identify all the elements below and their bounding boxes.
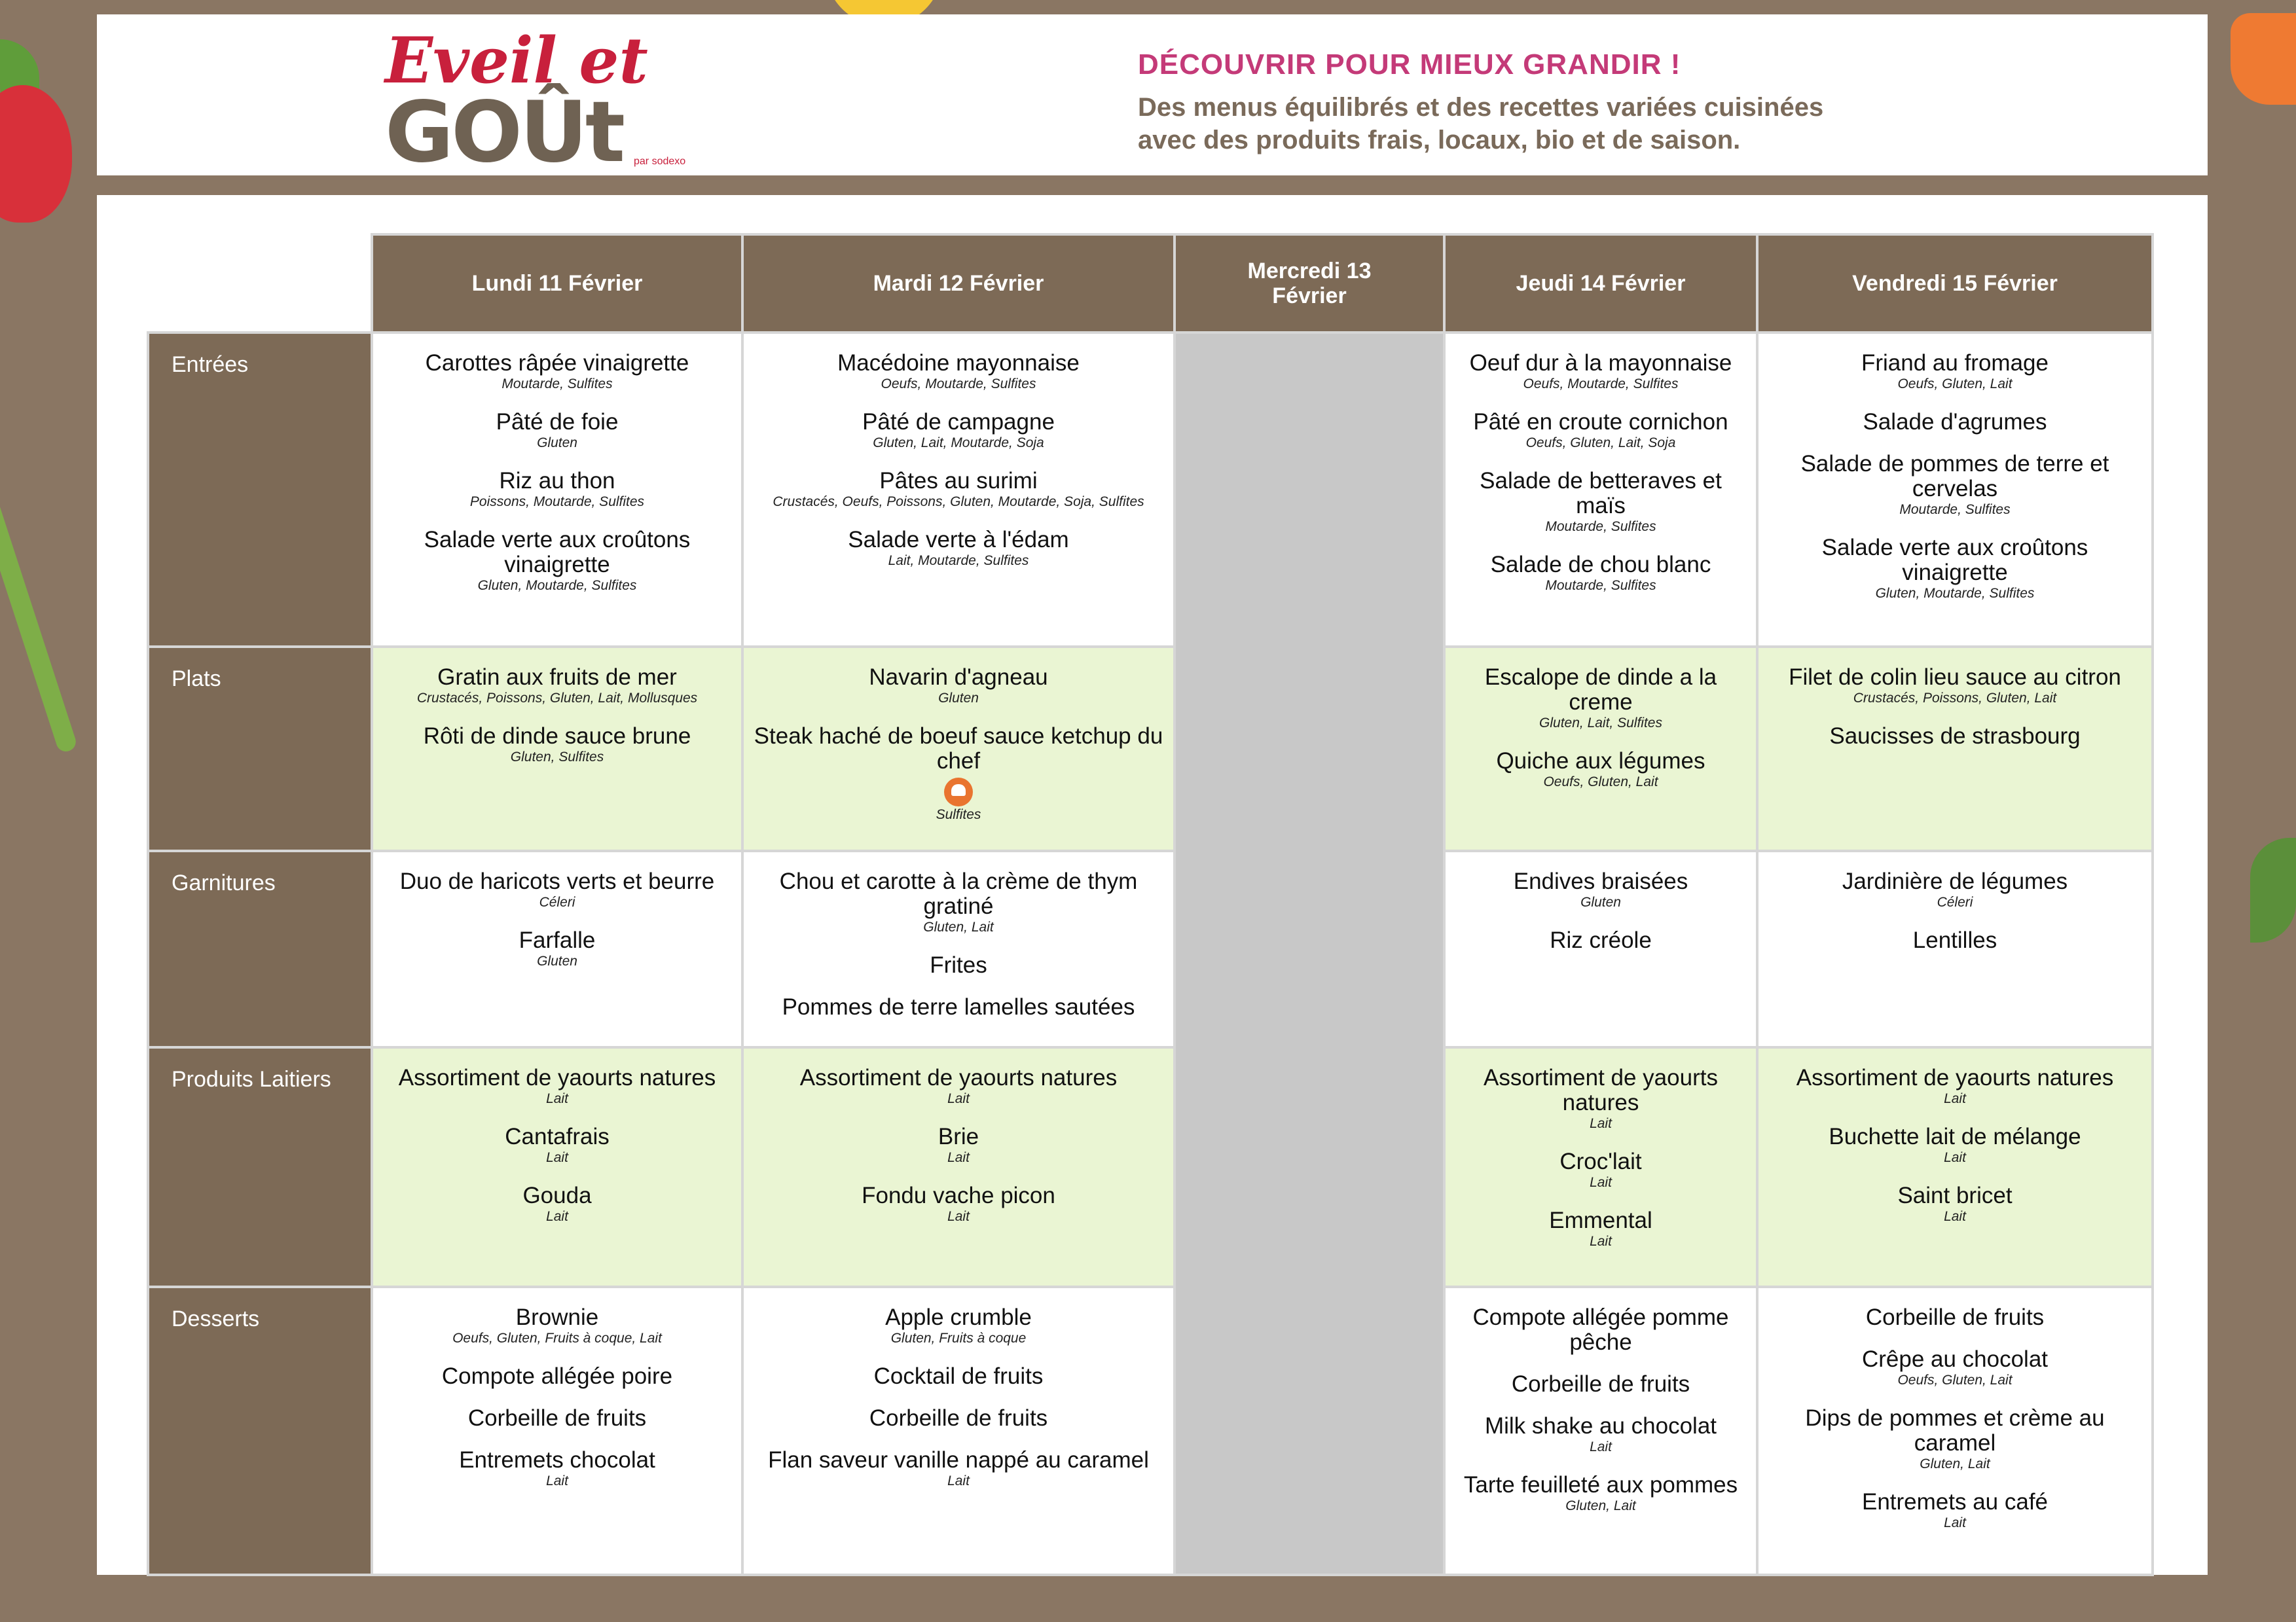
menu-item (752, 452, 1165, 511)
cell-garnitures-thursday (1444, 851, 1757, 1047)
menu-item (381, 911, 733, 970)
menu-item (1453, 852, 1748, 911)
dish-allergens: Lait (947, 1209, 970, 1224)
dish-allergens: Sulfites (936, 807, 981, 822)
menu-item (752, 936, 1165, 978)
menu-item (1453, 1397, 1748, 1456)
menu-item (381, 648, 733, 707)
menu-item (1453, 334, 1748, 393)
row-garnitures (148, 851, 2153, 1047)
menu-item (381, 1347, 733, 1389)
cell-desserts-monday (372, 1287, 742, 1575)
cell-desserts-friday (1757, 1287, 2153, 1575)
asparagus-decoration (0, 424, 79, 754)
dish-allergens: Gluten, Moutarde, Sulfites (1875, 586, 2035, 601)
menu-item (752, 1108, 1165, 1166)
dish-name: Jardinière de légumes (1842, 869, 2068, 894)
dish-name: Milk shake au chocolat (1484, 1413, 1717, 1439)
cell-desserts-thursday (1444, 1287, 1757, 1575)
row-entrees (148, 333, 2153, 647)
dish-name: Compote allégée pomme pêche (1472, 1305, 1729, 1355)
dish-allergens: Moutarde, Sulfites (1545, 578, 1656, 593)
dish-allergens: Gluten, Sulfites (510, 749, 604, 765)
dish-name: Pâté de foie (496, 409, 619, 435)
dish-name: Flan saveur vanille nappé au caramel (768, 1447, 1149, 1473)
dish-allergens: Lait (1590, 1175, 1612, 1190)
dish-name: Buchette lait de mélange (1829, 1124, 2081, 1149)
header-banner (97, 14, 2208, 181)
dish-allergens: Oeufs, Gluten, Fruits à coque, Lait (452, 1331, 662, 1346)
dish-allergens: Lait (1944, 1209, 1966, 1224)
menu-item (1766, 911, 2143, 953)
menu-item (1766, 435, 2143, 518)
menu-item (381, 1166, 733, 1225)
dish-allergens: Lait (947, 1473, 970, 1488)
dish-name: Gratin aux fruits de mer (437, 664, 677, 690)
dish-allergens: Lait (1590, 1116, 1612, 1131)
menu-item (1453, 1456, 1748, 1515)
dish-allergens: Lait (1944, 1091, 1966, 1106)
dish-name: Friand au fromage (1861, 350, 2049, 376)
dish-allergens: Poissons, Moutarde, Sulfites (469, 494, 645, 509)
tagline-title: DÉCOUVRIR POUR MIEUX GRANDIR ! (1138, 48, 1681, 81)
menu-item (752, 1166, 1165, 1225)
dish-allergens: Gluten, Moutarde, Sulfites (477, 578, 637, 593)
cell-laitiers-monday (372, 1047, 742, 1287)
menu-item (381, 852, 733, 911)
category-desserts: Desserts (148, 1287, 372, 1575)
herb-decoration (2250, 838, 2296, 943)
dish-allergens: Lait (546, 1473, 568, 1488)
cell-entrees-friday (1757, 333, 2153, 647)
dish-name: Lentilles (1912, 928, 1997, 953)
dish-name: Pâtes au surimi (879, 468, 1038, 494)
dish-name: Crêpe au chocolat (1861, 1346, 2049, 1372)
dish-allergens: Lait (546, 1091, 568, 1106)
dish-name: Corbeille de fruits (1511, 1371, 1690, 1397)
dish-name: Saint bricet (1897, 1183, 2013, 1208)
dish-allergens: Oeufs, Gluten, Lait (1897, 1373, 2013, 1388)
dish-name: Dips de pommes et crème au caramel (1805, 1405, 2105, 1456)
menu-item (381, 1108, 733, 1166)
menu-item (381, 1288, 733, 1347)
cell-entrees-thursday (1444, 333, 1757, 647)
menu-item (1453, 911, 1748, 953)
menu-item (752, 1049, 1165, 1108)
cell-plats-thursday (1444, 647, 1757, 851)
dish-name: Compote allégée poire (441, 1363, 673, 1389)
dish-name: Entremets au café (1861, 1489, 2049, 1515)
dish-allergens: Gluten (1580, 895, 1621, 910)
chef-hat-icon (944, 778, 973, 806)
dish-name: Salade verte à l'édam (848, 527, 1069, 552)
dish-name: Pâté de campagne (862, 409, 1055, 435)
menu-item (381, 1431, 733, 1490)
menu-item (381, 511, 733, 594)
dish-name: Croc'lait (1559, 1149, 1642, 1174)
menu-item (1453, 1191, 1748, 1250)
dish-name: Assortiment de yaourts natures (799, 1065, 1118, 1090)
wednesday-closed-column (1175, 333, 1444, 1575)
dish-name: Frites (930, 952, 987, 978)
cell-entrees-tuesday (742, 333, 1175, 647)
menu-item (752, 648, 1165, 707)
day-header-row (148, 234, 2153, 333)
dish-allergens: Gluten, Lait, Moutarde, Soja (873, 435, 1044, 450)
tagline-line-1: Des menus équilibrés et des recettes variées cuisinées (1138, 93, 1824, 122)
dish-allergens: Lait, Moutarde, Sulfites (888, 553, 1029, 568)
cell-garnitures-monday (372, 851, 742, 1047)
category-produits-laitiers: Produits Laitiers (148, 1047, 372, 1287)
menu-item (1453, 648, 1748, 732)
dish-name: Saucisses de strasbourg (1829, 723, 2081, 749)
brand-logo (287, 24, 686, 181)
dish-name: Salade de pommes de terre et cervelas (1800, 451, 2109, 501)
dish-name: Cantafrais (505, 1124, 610, 1149)
dish-allergens: Gluten (537, 435, 577, 450)
menu-item (1453, 1288, 1748, 1355)
menu-item (752, 852, 1165, 936)
dish-name: Assortiment de yaourts natures (1484, 1065, 1718, 1115)
menu-item (1766, 1166, 2143, 1225)
cell-plats-tuesday (742, 647, 1175, 851)
dish-name: Farfalle (519, 928, 596, 953)
cell-laitiers-tuesday (742, 1047, 1175, 1287)
dish-name: Escalope de dinde a la creme (1484, 664, 1717, 715)
cell-garnitures-tuesday (742, 851, 1175, 1047)
dish-allergens: Lait (1944, 1515, 1966, 1530)
dish-allergens: Céleri (539, 895, 575, 910)
dish-allergens: Lait (947, 1091, 970, 1106)
row-laitiers (148, 1047, 2153, 1287)
dish-allergens: Céleri (1937, 895, 1973, 910)
cell-garnitures-friday (1757, 851, 2153, 1047)
menu-item (381, 1389, 733, 1431)
row-plats (148, 647, 2153, 851)
cell-desserts-tuesday (742, 1287, 1175, 1575)
dish-name: Endives braisées (1513, 869, 1688, 894)
day-header-tuesday: Mardi 12 Février (742, 234, 1175, 333)
dish-name: Fondu vache picon (862, 1183, 1055, 1208)
dish-name: Salade verte aux croûtons vinaigrette (424, 527, 691, 577)
menu-item (752, 1347, 1165, 1389)
dish-name: Filet de colin lieu sauce au citron (1789, 664, 2121, 690)
dish-name: Oeuf dur à la mayonnaise (1469, 350, 1732, 376)
dish-allergens: Moutarde, Sulfites (1545, 519, 1656, 534)
dish-allergens: Gluten, Lait (1565, 1498, 1636, 1513)
menu-item (1453, 535, 1748, 594)
menu-item (1766, 852, 2143, 911)
category-entrees: Entrées (148, 333, 372, 647)
menu-item (752, 334, 1165, 393)
dish-allergens: Oeufs, Gluten, Lait, Soja (1525, 435, 1676, 450)
dish-name: Cocktail de fruits (873, 1363, 1044, 1389)
dish-name: Corbeille de fruits (869, 1405, 1048, 1431)
dish-name: Riz au thon (499, 468, 615, 494)
dish-name: Quiche aux légumes (1496, 748, 1705, 774)
menu-item (1453, 1355, 1748, 1397)
logo-sodexo: par sodexo (634, 156, 686, 167)
dish-name: Gouda (522, 1183, 592, 1208)
dish-name: Salade d'agrumes (1863, 409, 2047, 435)
dish-allergens: Oeufs, Gluten, Lait (1543, 774, 1658, 789)
menu-item (1766, 707, 2143, 749)
dish-allergens: Gluten (537, 954, 577, 969)
dish-allergens: Lait (1944, 1150, 1966, 1165)
cell-entrees-monday (372, 333, 742, 647)
menu-item (1766, 1108, 2143, 1166)
dish-allergens: Crustacés, Oeufs, Poissons, Gluten, Moutarde, Soja, Sulfites (773, 494, 1144, 509)
dish-name: Assortiment de yaourts natures (1796, 1065, 2114, 1090)
menu-item (1453, 732, 1748, 791)
table-corner (148, 234, 372, 333)
menu-item (752, 1389, 1165, 1431)
menu-item (1766, 393, 2143, 435)
dish-name: Salade verte aux croûtons vinaigrette (1821, 535, 2088, 585)
menu-item (752, 1288, 1165, 1347)
menu-item (1766, 1473, 2143, 1532)
dish-name: Emmental (1549, 1208, 1652, 1233)
dish-name: Brie (938, 1124, 979, 1149)
menu-item (752, 707, 1165, 823)
day-header-friday: Vendredi 15 Février (1757, 234, 2153, 333)
menu-item (752, 511, 1165, 569)
logo-text-eveil: Eveil et (385, 24, 648, 98)
logo-text-gout: GOÛt (385, 84, 623, 181)
dish-name: Carottes râpée vinaigrette (425, 350, 689, 376)
radish-decoration (0, 85, 72, 223)
dish-name: Brownie (515, 1305, 599, 1330)
dish-name: Pâté en croute cornichon (1473, 409, 1728, 435)
day-header-thursday: Jeudi 14 Février (1444, 234, 1757, 333)
cell-laitiers-thursday (1444, 1047, 1757, 1287)
menu-item (1453, 452, 1748, 535)
dish-name: Duo de haricots verts et beurre (399, 869, 715, 894)
category-garnitures: Garnitures (148, 851, 372, 1047)
dish-allergens: Oeufs, Moutarde, Sulfites (881, 376, 1036, 391)
dish-allergens: Lait (546, 1150, 568, 1165)
menu-item (1453, 393, 1748, 452)
dish-allergens: Oeufs, Gluten, Lait (1897, 376, 2013, 391)
dish-allergens: Gluten, Lait (1920, 1456, 1990, 1471)
dish-allergens: Lait (947, 1150, 970, 1165)
dish-name: Salade de betteraves et maïs (1480, 468, 1722, 518)
dish-name: Macédoine mayonnaise (837, 350, 1080, 376)
menu-item (381, 334, 733, 393)
menu-item (381, 1049, 733, 1108)
dish-allergens: Crustacés, Poissons, Gluten, Lait, Mollusques (416, 691, 698, 706)
menu-item (1766, 1330, 2143, 1389)
menu-item (1453, 1132, 1748, 1191)
dish-name: Chou et carotte à la crème de thym gratiné (779, 869, 1138, 919)
tagline-line-2: avec des produits frais, locaux, bio et de saison. (1138, 126, 1741, 154)
dish-name: Pommes de terre lamelles sautées (782, 994, 1135, 1020)
dish-allergens: Crustacés, Poissons, Gluten, Lait (1853, 691, 2057, 706)
menu-item (381, 452, 733, 511)
menu-item (1766, 1389, 2143, 1473)
dish-name: Riz créole (1550, 928, 1652, 953)
cell-laitiers-friday (1757, 1047, 2153, 1287)
dish-name: Tarte feuilleté aux pommes (1463, 1472, 1738, 1498)
day-header-wednesday: Mercredi 13 Février (1175, 234, 1444, 333)
menu-item (1766, 334, 2143, 393)
dish-name: Apple crumble (885, 1305, 1032, 1330)
dish-name: Salade de chou blanc (1490, 552, 1711, 577)
cell-plats-friday (1757, 647, 2153, 851)
day-header-monday: Lundi 11 Février (372, 234, 742, 333)
dish-allergens: Lait (546, 1209, 568, 1224)
menu-item (1766, 648, 2143, 707)
dish-allergens: Moutarde, Sulfites (1899, 502, 2011, 517)
dish-allergens: Gluten, Lait, Sulfites (1539, 715, 1662, 730)
menu-item (1766, 1049, 2143, 1108)
dish-name: Rôti de dinde sauce brune (423, 723, 691, 749)
category-plats: Plats (148, 647, 372, 851)
menu-item (381, 707, 733, 766)
menu-item (1766, 1288, 2143, 1330)
menu-item (752, 393, 1165, 452)
dish-name: Navarin d'agneau (869, 664, 1048, 690)
menu-item (1453, 1049, 1748, 1132)
dish-allergens: Oeufs, Moutarde, Sulfites (1523, 376, 1679, 391)
menu-item (752, 1431, 1165, 1490)
dish-name: Entremets chocolat (459, 1447, 655, 1473)
menu-item (381, 393, 733, 452)
dish-allergens: Gluten, Fruits à coque (890, 1331, 1027, 1346)
weekly-menu-table (147, 233, 2154, 1576)
menu-item (752, 978, 1165, 1020)
carrot-decoration (2231, 13, 2296, 105)
dish-allergens: Lait (1590, 1439, 1612, 1454)
cell-plats-monday (372, 647, 742, 851)
dish-name: Steak haché de boeuf sauce ketchup du chef (754, 723, 1163, 774)
dish-allergens: Gluten (938, 691, 979, 706)
row-desserts (148, 1287, 2153, 1575)
dish-name: Corbeille de fruits (467, 1405, 647, 1431)
dish-allergens: Lait (1590, 1234, 1612, 1249)
dish-allergens: Gluten, Lait (923, 920, 994, 935)
menu-item (1766, 518, 2143, 602)
dish-name: Assortiment de yaourts natures (398, 1065, 716, 1090)
dish-name: Corbeille de fruits (1865, 1305, 2045, 1330)
dish-allergens: Moutarde, Sulfites (501, 376, 613, 391)
